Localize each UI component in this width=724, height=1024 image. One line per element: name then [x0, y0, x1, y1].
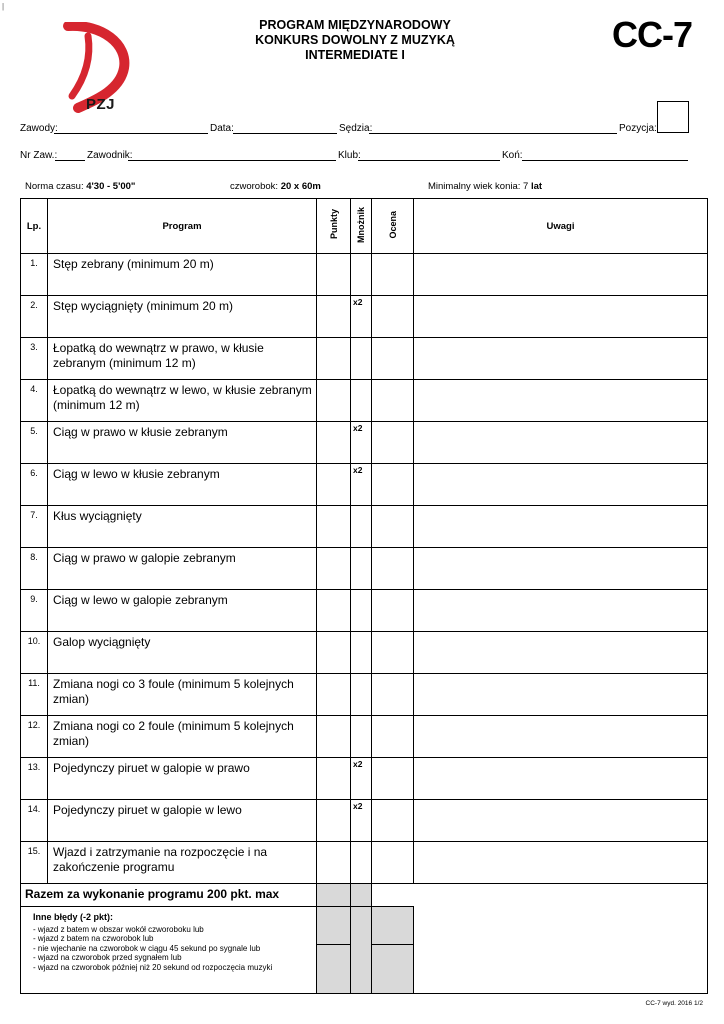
- row-program: Ciąg w lewo w galopie zebranym: [48, 590, 317, 632]
- nr-zaw-field[interactable]: [55, 160, 85, 161]
- row-punkty[interactable]: [317, 338, 351, 380]
- row-uwagi[interactable]: [414, 506, 708, 548]
- row-uwagi[interactable]: [414, 380, 708, 422]
- row-uwagi[interactable]: [414, 254, 708, 296]
- header-lp: Lp.: [21, 199, 48, 254]
- row-ocena[interactable]: [372, 422, 414, 464]
- row-ocena[interactable]: [372, 800, 414, 842]
- sum-label: Razem za wykonanie programu 200 pkt. max: [21, 884, 317, 907]
- row-uwagi[interactable]: [414, 674, 708, 716]
- row-punkty[interactable]: [317, 758, 351, 800]
- form-code: CC-7: [612, 14, 693, 55]
- row-ocena[interactable]: [372, 338, 414, 380]
- row-uwagi[interactable]: [414, 422, 708, 464]
- row-program: Stęp wyciągnięty (minimum 20 m): [48, 296, 317, 338]
- minimalny-wiek: Minimalny wiek konia: 7 lat: [428, 181, 543, 192]
- row-mnoznik: [351, 842, 372, 884]
- row-punkty[interactable]: [317, 380, 351, 422]
- row-mnoznik: [351, 254, 372, 296]
- row-number: 11.: [21, 674, 48, 716]
- norma-czasu: Norma czasu: 4'30 - 5'00": [25, 181, 136, 192]
- row-mnoznik: x2: [351, 758, 372, 800]
- row-punkty[interactable]: [317, 548, 351, 590]
- row-punkty[interactable]: [317, 506, 351, 548]
- table-row: [21, 716, 708, 758]
- label-zawody: Zawody:: [20, 123, 58, 134]
- row-punkty[interactable]: [317, 674, 351, 716]
- inne-bledy-item: - wjazd na czworobok później niż 20 sekund od rozpoczęcia muzyki: [33, 962, 273, 972]
- sum-punkty: [317, 884, 351, 907]
- bledy-punkty[interactable]: [317, 907, 351, 994]
- zawody-field[interactable]: [54, 133, 208, 134]
- row-ocena[interactable]: [372, 674, 414, 716]
- row-punkty[interactable]: [317, 590, 351, 632]
- row-ocena[interactable]: [372, 716, 414, 758]
- data-field[interactable]: [233, 133, 337, 134]
- row-mnoznik: [351, 674, 372, 716]
- sum-mnoznik: [351, 884, 372, 907]
- label-nr-zaw: Nr Zaw.:: [20, 150, 58, 161]
- row-program: Wjazd i zatrzymanie na rozpoczęcie i na zakończenie programu: [48, 842, 317, 884]
- kon-field[interactable]: [522, 160, 688, 161]
- row-mnoznik: x2: [351, 800, 372, 842]
- row-number: 7.: [21, 506, 48, 548]
- row-number: 4.: [21, 380, 48, 422]
- row-punkty[interactable]: [317, 464, 351, 506]
- table-row: [21, 254, 708, 296]
- row-uwagi[interactable]: [414, 758, 708, 800]
- header-uwagi: Uwagi: [414, 199, 708, 254]
- row-ocena[interactable]: [372, 296, 414, 338]
- row-mnoznik: [351, 632, 372, 674]
- inne-bledy-item: - wjazd z batem na czworobok lub: [33, 934, 154, 943]
- table-row: [21, 632, 708, 674]
- row-number: 12.: [21, 716, 48, 758]
- sedzia-field[interactable]: [369, 133, 617, 134]
- row-number: 6.: [21, 464, 48, 506]
- row-program: Ciąg w prawo w kłusie zebranym: [48, 422, 317, 464]
- row-number: 8.: [21, 548, 48, 590]
- row-mnoznik: [351, 590, 372, 632]
- inne-bledy-item: - wjazd z batem w obszar wokół czworoboku lub: [33, 924, 204, 934]
- row-program: Zmiana nogi co 2 foule (minimum 5 kolejnych zmian): [48, 716, 317, 758]
- label-sedzia: Sędzia:: [339, 123, 373, 134]
- row-program: Galop wyciągnięty: [48, 632, 317, 674]
- row-mnoznik: [351, 506, 372, 548]
- row-program: Stęp zebrany (minimum 20 m): [48, 254, 317, 296]
- row-punkty[interactable]: [317, 716, 351, 758]
- logo-text: PZJ: [86, 96, 116, 113]
- inne-bledy-list: [33, 925, 312, 973]
- row-program: Zmiana nogi co 3 foule (minimum 5 kolejnych zmian): [48, 674, 317, 716]
- inne-bledy: [21, 907, 317, 994]
- row-ocena[interactable]: [372, 548, 414, 590]
- row-uwagi[interactable]: [414, 296, 708, 338]
- row-number: 13.: [21, 758, 48, 800]
- row-ocena[interactable]: [372, 758, 414, 800]
- row-number: 3.: [21, 338, 48, 380]
- table-row: [21, 842, 708, 884]
- label-klub: Klub:: [338, 150, 361, 161]
- table-row: [21, 548, 708, 590]
- row-punkty[interactable]: [317, 254, 351, 296]
- row-uwagi[interactable]: [414, 548, 708, 590]
- table-row: [21, 338, 708, 380]
- inne-bledy-title: Inne błędy (-2 pkt):: [33, 912, 114, 922]
- bledy-uwagi[interactable]: [414, 907, 708, 994]
- header-mnoznik: Mnożnik: [351, 199, 372, 254]
- label-kon: Koń:: [502, 150, 523, 161]
- row-program: Pojedynczy piruet w galopie w lewo: [48, 800, 317, 842]
- bledy-mnoznik: [351, 907, 372, 994]
- row-number: 15.: [21, 842, 48, 884]
- row-punkty[interactable]: [317, 422, 351, 464]
- header-ocena: Ocena: [372, 199, 414, 254]
- header-punkty: Punkty: [317, 199, 351, 254]
- row-ocena[interactable]: [372, 380, 414, 422]
- table-row: [21, 590, 708, 632]
- row-ocena[interactable]: [372, 842, 414, 884]
- row-number: 14.: [21, 800, 48, 842]
- score-table: [20, 198, 708, 994]
- row-uwagi[interactable]: [414, 842, 708, 884]
- table-row: [21, 674, 708, 716]
- bledy-ocena[interactable]: [372, 907, 414, 994]
- row-ocena[interactable]: [372, 632, 414, 674]
- row-mnoznik: x2: [351, 464, 372, 506]
- label-zawodnik: Zawodnik:: [87, 150, 133, 161]
- table-row: [21, 464, 708, 506]
- row-number: 1.: [21, 254, 48, 296]
- title-line-1: PROGRAM MIĘDZYNARODOWY: [259, 18, 451, 32]
- row-number: 10.: [21, 632, 48, 674]
- row-number: 5.: [21, 422, 48, 464]
- row-mnoznik: [351, 338, 372, 380]
- table-row: [21, 506, 708, 548]
- row-number: 2.: [21, 296, 48, 338]
- row-uwagi[interactable]: [414, 338, 708, 380]
- row-mnoznik: [351, 548, 372, 590]
- row-uwagi[interactable]: [414, 716, 708, 758]
- row-uwagi[interactable]: [414, 464, 708, 506]
- row-punkty[interactable]: [317, 296, 351, 338]
- row-program: Pojedynczy piruet w galopie w prawo: [48, 758, 317, 800]
- table-row: [21, 296, 708, 338]
- row-punkty[interactable]: [317, 800, 351, 842]
- inne-bledy-item: - nie wjechanie na czworobok w ciągu 45 sekund po sygnale lub: [33, 943, 261, 953]
- row-mnoznik: x2: [351, 296, 372, 338]
- row-uwagi[interactable]: [414, 632, 708, 674]
- table-row: [21, 380, 708, 422]
- row-mnoznik: [351, 380, 372, 422]
- corner-mark: |: [2, 2, 5, 11]
- row-punkty[interactable]: [317, 842, 351, 884]
- row-ocena[interactable]: [372, 254, 414, 296]
- inne-bledy-item: - wjazd na czworobok przed sygnałem lub: [33, 953, 182, 962]
- row-program: Łopatką do wewnątrz w lewo, w kłusie zebranym (minimum 12 m): [48, 380, 317, 422]
- row-ocena[interactable]: [372, 590, 414, 632]
- title-line-2: KONKURS DOWOLNY Z MUZYKĄ: [255, 33, 455, 47]
- table-row: [21, 422, 708, 464]
- row-uwagi[interactable]: [414, 800, 708, 842]
- title-line-3: INTERMEDIATE I: [305, 48, 405, 62]
- row-ocena[interactable]: [372, 506, 414, 548]
- table-row: [21, 758, 708, 800]
- row-mnoznik: x2: [351, 422, 372, 464]
- page-title: [200, 18, 510, 63]
- label-pozycja: Pozycja:: [619, 123, 657, 134]
- row-mnoznik: [351, 716, 372, 758]
- row-ocena[interactable]: [372, 464, 414, 506]
- pozycja-box[interactable]: [657, 101, 689, 133]
- label-data: Data:: [210, 123, 234, 134]
- table-row: [21, 800, 708, 842]
- sum-blank: [372, 884, 708, 907]
- czworobok-size: czworobok: 20 x 60m: [230, 181, 321, 192]
- row-number: 9.: [21, 590, 48, 632]
- row-program: Ciąg w prawo w galopie zebranym: [48, 548, 317, 590]
- row-program: Ciąg w lewo w kłusie zebranym: [48, 464, 317, 506]
- row-uwagi[interactable]: [414, 590, 708, 632]
- footer-edition: CC-7 wyd. 2016 1/2: [645, 1000, 703, 1007]
- klub-field[interactable]: [358, 160, 500, 161]
- header-program: Program: [48, 199, 317, 254]
- row-program: Łopatką do wewnątrz w prawo, w kłusie zebranym (minimum 12 m): [48, 338, 317, 380]
- row-punkty[interactable]: [317, 632, 351, 674]
- row-program: Kłus wyciągnięty: [48, 506, 317, 548]
- zawodnik-field[interactable]: [128, 160, 336, 161]
